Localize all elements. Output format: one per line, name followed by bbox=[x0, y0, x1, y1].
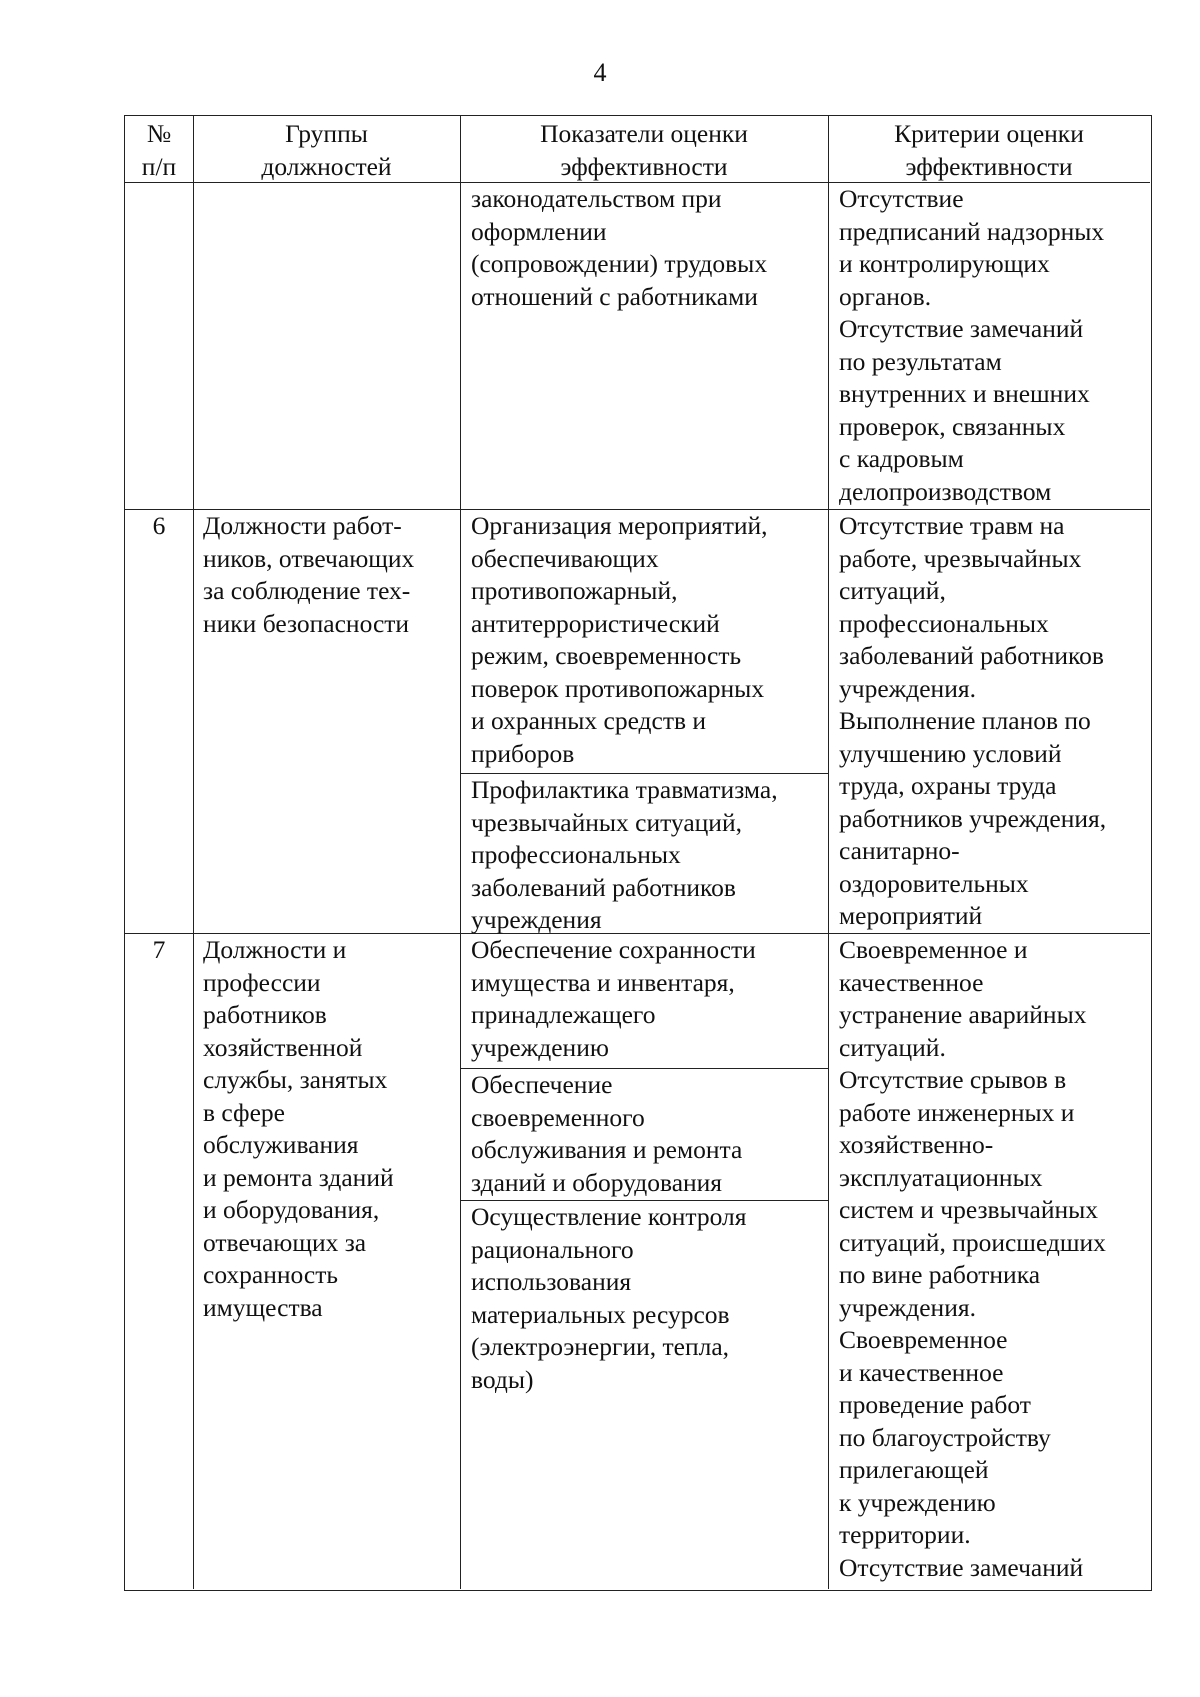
row-indicator-text: Профилактика травматизма, чрезвычайных ситуаций, профессиональных заболеваний работников учреждения bbox=[471, 775, 778, 934]
page-number: 4 bbox=[593, 58, 607, 87]
column-divider bbox=[193, 116, 194, 1589]
row-indicator-text: Обеспечение своевременного обслуживания и ремонта зданий и оборудования bbox=[471, 1070, 743, 1197]
header-groups: Группы должностей bbox=[261, 119, 392, 181]
row-criteria-text: Отсутствие травм на работе, чрезвычайных ситуаций, профессиональных заболеваний работников учреждения. Выполнение планов по улучшению условий труда, охраны труда работников учреждения, санитарно- оздоровительных мероприятий bbox=[839, 511, 1107, 930]
row-indicator-text: законодательством при оформлении (сопровождении) трудовых отношений с работниками bbox=[471, 184, 768, 311]
row-number: 6 bbox=[152, 511, 166, 540]
header-num: № п/п bbox=[141, 119, 177, 181]
criteria-table bbox=[124, 115, 1152, 1591]
row-group-text: Должности работ- ников, отвечающих за соблюдение тех- ники безопасности bbox=[203, 511, 415, 638]
row-indicator-text: Осуществление контроля рационального использования материальных ресурсов (электроэнергии, тепла, воды) bbox=[471, 1202, 747, 1394]
row-number: 7 bbox=[152, 935, 166, 964]
row-indicator-text: Обеспечение сохранности имущества и инвентаря, принадлежащего учреждению bbox=[471, 935, 756, 1062]
row-group-text: Должности и профессии работников хозяйственной службы, занятых в сфере обслуживания и ремонта зданий и оборудования, отвечающих за сохранность имущества bbox=[203, 935, 394, 1322]
column-divider bbox=[828, 116, 829, 1589]
column-divider bbox=[460, 116, 461, 1589]
row-indicator-text: Организация мероприятий, обеспечивающих противопожарный, антитеррористический режим, своевременность поверок противопожарных и охранных средств и приборов bbox=[471, 511, 768, 768]
header-indicators: Показатели оценки эффективности bbox=[540, 119, 748, 181]
header-criteria: Критерии оценки эффективности bbox=[894, 119, 1084, 181]
row-criteria-text: Своевременное и качественное устранение аварийных ситуаций. Отсутствие срывов в работе инженерных и хозяйственно- эксплуатационных систем и чрезвычайных ситуаций, происшедших по вине работника учреждения. Своевременное и качественное проведение работ по благоустройству прилегающей к учреждению территории. Отсутствие замечаний bbox=[839, 935, 1106, 1582]
row-criteria-text: Отсутствие предписаний надзорных и контролирующих органов. Отсутствие замечаний по результатам внутренних и внешних проверок, связанных с кадровым делопроизводством bbox=[839, 184, 1105, 506]
